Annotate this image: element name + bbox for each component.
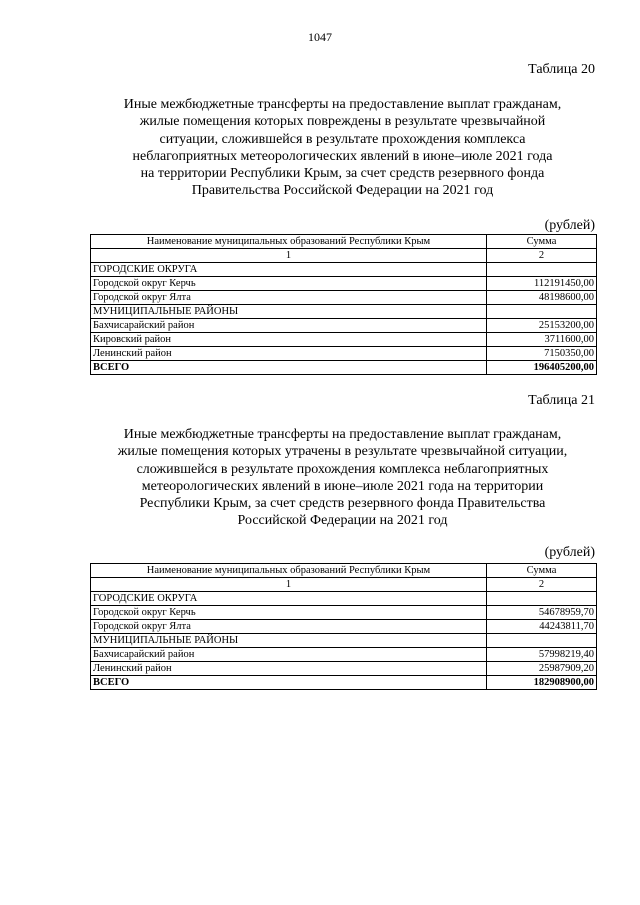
- title-line: Иные межбюджетные трансферты на предоставление выплат гражданам,: [123, 97, 562, 112]
- title-line: жилые помещения которых повреждены в результате чрезвычайной: [139, 114, 546, 130]
- row-amount: [487, 305, 597, 319]
- row-amount: [487, 634, 597, 648]
- table-row: [91, 347, 597, 361]
- column-number: 1: [91, 578, 487, 592]
- table-21: [90, 563, 597, 690]
- row-amount: 7150350,00: [487, 347, 597, 361]
- table-row: [91, 606, 597, 620]
- row-name: ВСЕГО: [91, 361, 487, 375]
- page-number: 1047: [308, 30, 332, 44]
- row-amount: 44243811,70: [487, 620, 597, 634]
- row-name: Городской округ Ялта: [91, 620, 487, 634]
- table-header-row: [91, 564, 597, 578]
- header-amount: Сумма: [487, 235, 597, 249]
- title-line: на территории Республики Крым, за счет средств резервного фонда: [140, 166, 545, 182]
- table-row: [91, 592, 597, 606]
- column-number-row: [91, 578, 597, 592]
- table-row: [91, 291, 597, 305]
- table-row: [91, 263, 597, 277]
- row-name: Бахчисарайский район: [91, 648, 487, 662]
- row-name: Кировский район: [91, 333, 487, 347]
- row-name: ВСЕГО: [91, 676, 487, 690]
- row-name: ГОРОДСКИЕ ОКРУГА: [91, 592, 487, 606]
- header-amount: Сумма: [487, 564, 597, 578]
- row-amount: 25987909,20: [487, 662, 597, 676]
- title-line: Иные межбюджетные трансферты на предоставление выплат гражданам,: [123, 427, 562, 442]
- table-21-title: [90, 426, 595, 530]
- title-line: Правительства Российской Федерации на 2021 год: [191, 183, 494, 199]
- header-name: Наименование муниципальных образований Республики Крым: [91, 564, 487, 578]
- row-amount: [487, 263, 597, 277]
- column-number: 2: [487, 578, 597, 592]
- title-line: жилые помещения которых утрачены в результате чрезвычайной ситуации,: [117, 444, 568, 460]
- row-name: Городской округ Керчь: [91, 277, 487, 291]
- row-name: МУНИЦИПАЛЬНЫЕ РАЙОНЫ: [91, 305, 487, 319]
- table-row: [91, 333, 597, 347]
- row-amount: 196405200,00: [487, 361, 597, 375]
- title-line: неблагоприятных метеорологических явлений в июне–июле 2021 года: [132, 148, 553, 164]
- table-20-label: Таблица 20: [528, 62, 595, 77]
- row-name: Бахчисарайский район: [91, 319, 487, 333]
- table-20-units: (рублей): [544, 218, 595, 233]
- header-name: Наименование муниципальных образований Республики Крым: [91, 235, 487, 249]
- table-row: [91, 662, 597, 676]
- table-row: [91, 319, 597, 333]
- row-amount: 3711600,00: [487, 333, 597, 347]
- row-name: Ленинский район: [91, 347, 487, 361]
- total-row: [91, 676, 597, 690]
- title-line: ситуации, сложившейся в результате прохождения комплекса: [159, 131, 526, 147]
- table-row: [91, 648, 597, 662]
- row-name: Ленинский район: [91, 662, 487, 676]
- row-amount: [487, 592, 597, 606]
- title-line: Российской Федерации на 2021 год: [237, 513, 448, 529]
- table-21-units: (рублей): [544, 545, 595, 560]
- total-row: [91, 361, 597, 375]
- table-row: [91, 634, 597, 648]
- table-20: [90, 234, 597, 375]
- table-row: [91, 277, 597, 291]
- title-line: Республики Крым, за счет средств резервного фонда Правительства: [139, 496, 546, 512]
- row-amount: 48198600,00: [487, 291, 597, 305]
- table-row: [91, 305, 597, 319]
- row-amount: 182908900,00: [487, 676, 597, 690]
- row-amount: 54678959,70: [487, 606, 597, 620]
- row-amount: 25153200,00: [487, 319, 597, 333]
- column-number-row: [91, 249, 597, 263]
- table-header-row: [91, 235, 597, 249]
- row-name: ГОРОДСКИЕ ОКРУГА: [91, 263, 487, 277]
- row-amount: 112191450,00: [487, 277, 597, 291]
- title-line: сложившейся в результате прохождения комплекса неблагоприятных: [136, 461, 549, 477]
- column-number: 1: [91, 249, 487, 263]
- table-21-label: Таблица 21: [528, 393, 595, 408]
- title-line: метеорологических явлений в июне–июле 2021 года на территории: [141, 478, 544, 494]
- table-20-title: [90, 96, 595, 200]
- column-number: 2: [487, 249, 597, 263]
- row-name: МУНИЦИПАЛЬНЫЕ РАЙОНЫ: [91, 634, 487, 648]
- table-row: [91, 620, 597, 634]
- row-name: Городской округ Ялта: [91, 291, 487, 305]
- row-amount: 57998219,40: [487, 648, 597, 662]
- row-name: Городской округ Керчь: [91, 606, 487, 620]
